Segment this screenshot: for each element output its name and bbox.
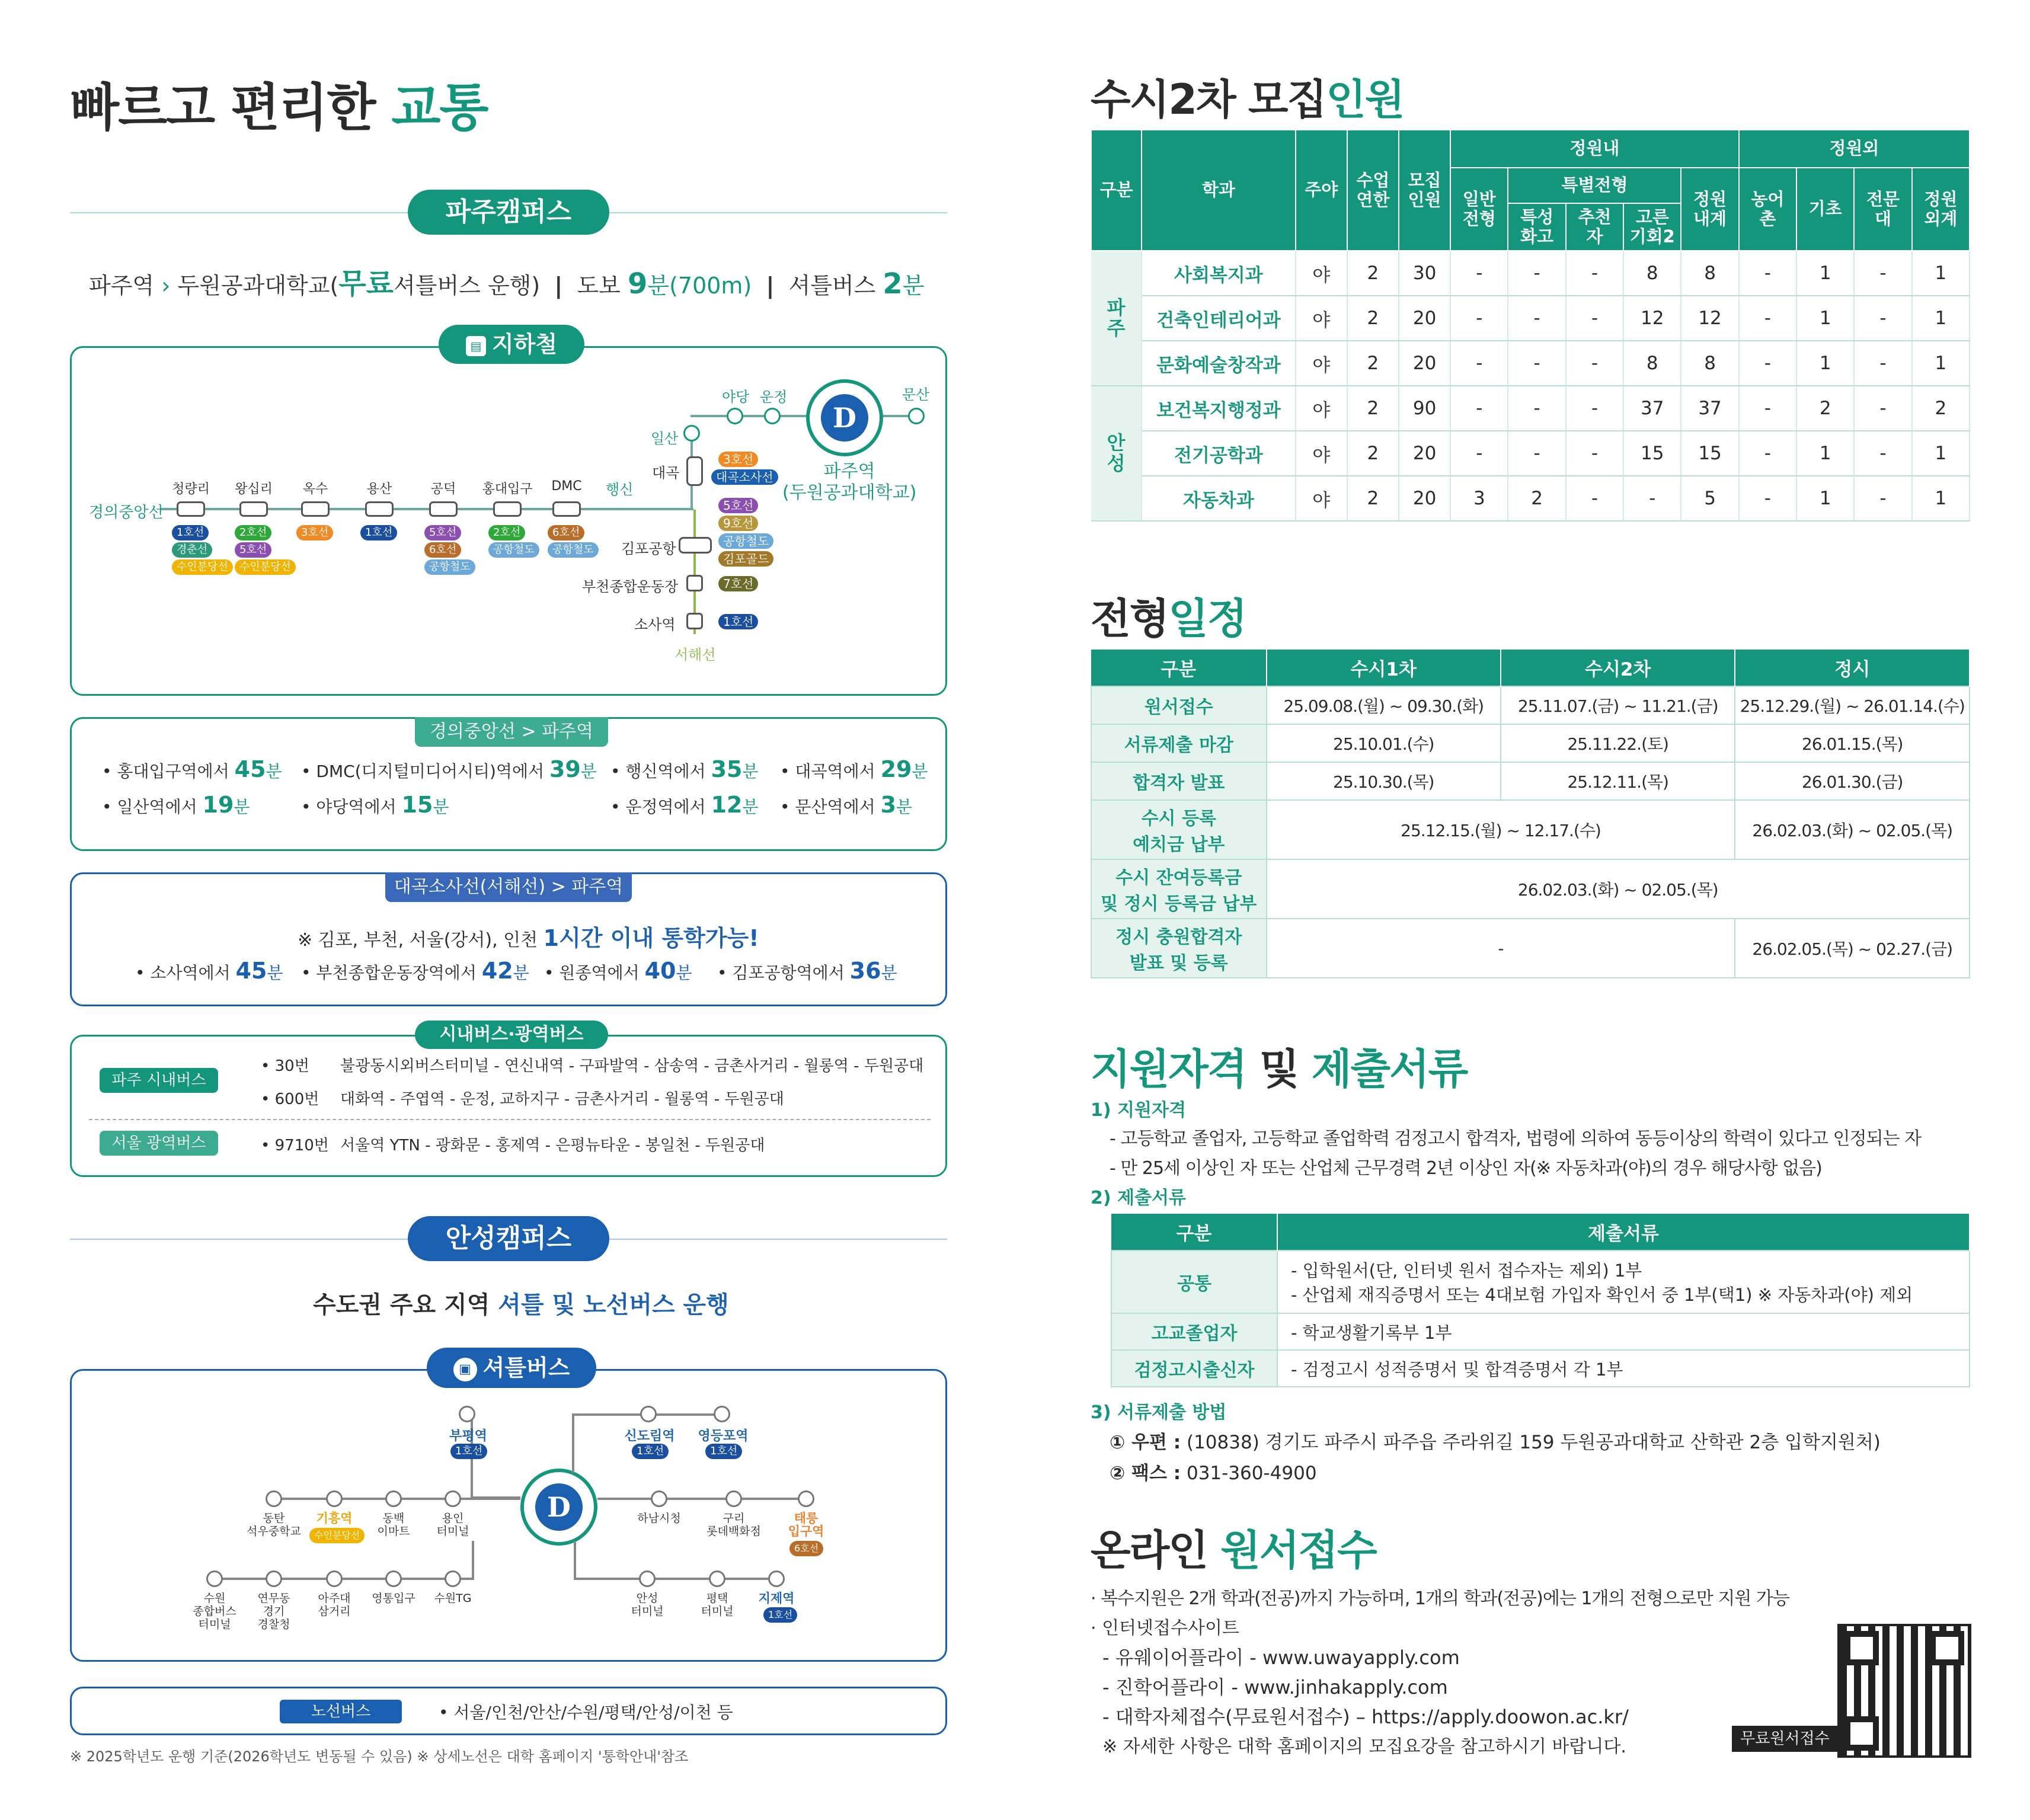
- quota-cell: -: [1450, 341, 1508, 386]
- ilsan-node: [683, 425, 700, 442]
- shuttle-stop: [639, 1570, 656, 1587]
- travel-time: • 야당역에서 15분: [301, 792, 449, 818]
- line-badge: 수인분당선: [309, 1528, 365, 1543]
- sosa-node: [686, 613, 703, 629]
- th-sch-gubun: 구분: [1091, 650, 1267, 686]
- travel-time: • 김포공항역에서 36분: [717, 958, 897, 984]
- quota-cell: -: [1854, 386, 1911, 431]
- qr-label: 무료원서접수: [1732, 1726, 1838, 1752]
- schedule-cell: 25.12.29.(월) ~ 26.01.14.(수): [1735, 686, 1970, 724]
- quota-cell: -: [1739, 386, 1796, 431]
- shuttle-stop: [651, 1490, 667, 1507]
- quota-cell: 1: [1912, 341, 1970, 386]
- doc-hs-label: 고교졸업자: [1111, 1313, 1277, 1350]
- travel-time: • 대곡역에서 29분: [780, 756, 928, 782]
- quota-cell: 1: [1912, 431, 1970, 476]
- schedule-label: 원서접수: [1091, 686, 1267, 724]
- subway-icon: ▤: [466, 336, 486, 356]
- travel-time: • 문산역에서 3분: [780, 792, 913, 818]
- bupyeong-node: [459, 1406, 475, 1422]
- bus-row: • 30번: [261, 1057, 309, 1075]
- line-badge: 9호선: [718, 516, 758, 531]
- shuttle-stop-label: 평택 터미널: [701, 1592, 734, 1618]
- shuttle-stop: [326, 1490, 343, 1507]
- subway-pill: ▤ 지하철: [439, 325, 584, 364]
- schedule-cell: 26.01.30.(금): [1735, 762, 1970, 800]
- quota-title: 수시2차 모집인원: [1091, 75, 1404, 124]
- shuttle-stop-label: 동탄 석우중학교: [247, 1512, 301, 1538]
- yadang-label: 야당: [722, 389, 750, 405]
- station-label: 용산: [366, 482, 392, 497]
- post-line: ① 우편 : (10838) 경기도 파주시 파주읍 주라위길 159 두원공과대학교 산학관 2층 입학지원처): [1110, 1432, 1881, 1453]
- quota-cell: -: [1508, 431, 1565, 476]
- quota-cell: 야: [1296, 476, 1347, 521]
- shuttle-stop: [385, 1490, 402, 1507]
- sosa-label: 소사역: [634, 616, 676, 633]
- quota-cell: 3: [1450, 476, 1508, 521]
- line-badge: 공항철도: [718, 533, 773, 549]
- station-node: [429, 501, 458, 517]
- unjeong-node: [764, 408, 781, 424]
- bus-pill: 시내버스·광역버스: [415, 1021, 608, 1049]
- online-line-1: · 복수지원은 2개 학과(전공)까지 가능하며, 1개의 학과(전공)에는 1개의 전형으로만 지원 가능: [1091, 1588, 1789, 1609]
- shuttle-stop: [385, 1570, 402, 1587]
- quota-cell: -: [1854, 476, 1911, 521]
- shuttle-stop: [768, 1570, 785, 1587]
- shuttle-stop-label: 동백 이마트: [377, 1512, 410, 1538]
- quota-cell: 20: [1399, 296, 1450, 341]
- th-doc-docs: 제출서류: [1277, 1214, 1970, 1250]
- station-node: [239, 501, 268, 517]
- quota-cell: -: [1566, 296, 1623, 341]
- bucheon-label: 부천종합운동장: [582, 578, 679, 595]
- anseong-subtitle: 수도권 주요 지역 셔틀 및 노선버스 운행: [313, 1291, 729, 1319]
- route-line: [597, 1498, 807, 1500]
- doowon-logo: D: [806, 379, 883, 456]
- line-badge: 2호선: [235, 525, 271, 540]
- station-node: [493, 501, 522, 517]
- dept-cell: 전기공학과: [1142, 431, 1296, 476]
- schedule-label: 합격자 발표: [1091, 762, 1267, 800]
- paju-station-label: 파주역 (두원공과대학교): [782, 461, 917, 503]
- bus-route: 대화역 - 주엽역 - 운정, 교하지구 - 금촌사거리 - 월롱역 - 두원공대: [340, 1090, 784, 1108]
- quota-cell: 2: [1347, 341, 1399, 386]
- dept-cell: 문화예술창작과: [1142, 341, 1296, 386]
- line-badge: 1호선: [360, 525, 397, 540]
- line-badge: 3호선: [296, 525, 333, 540]
- doc-common-value: - 입학원서(단, 인터넷 원서 접수자는 제외) 1부 - 산업체 재직증명서 또는 4대보험 가입자 확인서 중 1부(택1) ※ 자동차과(야) 제외: [1277, 1250, 1970, 1313]
- shuttle-pill: ▣ 셔틀버스: [427, 1348, 596, 1388]
- daegok-node: [686, 456, 703, 486]
- shuttle-stop-label: 하남시청: [637, 1512, 681, 1525]
- shuttle-stop-label: 구리 롯데백화점: [706, 1512, 761, 1538]
- schedule-cell: 25.10.01.(수): [1267, 724, 1501, 762]
- q1-heading: 1) 지원자격: [1091, 1100, 1186, 1121]
- shuttle-stop: [206, 1570, 223, 1587]
- quota-cell: -: [1508, 251, 1565, 296]
- th-dept: 학과: [1142, 130, 1296, 251]
- station-label: 공덕: [430, 482, 456, 497]
- quota-cell: -: [1739, 341, 1796, 386]
- campus-cell: 파 주: [1091, 251, 1142, 386]
- shuttle-stop: [326, 1570, 343, 1587]
- unjeong-label: 운정: [760, 389, 788, 405]
- th-gubun: 구분: [1091, 130, 1142, 251]
- station-node: [365, 501, 394, 517]
- quota-cell: -: [1450, 386, 1508, 431]
- th-innae: 정원 내계: [1681, 168, 1738, 251]
- munsan-label: 문산: [902, 386, 930, 403]
- quota-cell: -: [1854, 296, 1911, 341]
- qualification-title: 지원자격 및 제출서류: [1091, 1045, 1468, 1093]
- line-badge: 2호선: [488, 525, 525, 540]
- quota-cell: 2: [1347, 386, 1399, 431]
- shuttle-stop-label: 용인 터미널: [436, 1512, 469, 1538]
- q1-line-b: - 만 25세 이상인 자 또는 산업체 근무경력 2년 이상인 자(※ 자동차과(야)의 경우 해당사항 없음): [1110, 1158, 1822, 1179]
- shuttle-stop-label: 연무동 경기 경찰청: [257, 1592, 290, 1631]
- gimpo-label: 김포공항: [621, 540, 676, 557]
- line-badge: 6호선: [548, 525, 584, 540]
- shuttle-stop-label: 기흥역: [316, 1511, 353, 1525]
- shuttle-stop-label: 아주대 삼거리: [318, 1592, 351, 1618]
- q2-heading: 2) 제출서류: [1091, 1188, 1186, 1208]
- schedule-title: 전형일정: [1091, 594, 1246, 643]
- quota-cell: 30: [1399, 251, 1450, 296]
- station-label: DMC: [551, 479, 582, 494]
- bus-icon: ▣: [453, 1358, 477, 1381]
- quota-cell: 1: [1912, 476, 1970, 521]
- quota-cell: 2: [1347, 431, 1399, 476]
- gimpo-node: [679, 537, 712, 554]
- quota-cell: -: [1450, 296, 1508, 341]
- quota-cell: -: [1739, 476, 1796, 521]
- dept-cell: 자동차과: [1142, 476, 1296, 521]
- quota-cell: -: [1508, 386, 1565, 431]
- shuttle-stop: [709, 1570, 725, 1587]
- line-bus-text: • 서울/인천/안산/수원/평택/안성/이천 등: [439, 1703, 733, 1722]
- th-jeonmun: 전문 대: [1854, 168, 1911, 251]
- line-badge: 3호선: [718, 452, 758, 467]
- shuttle-stop-label: 지제역: [758, 1591, 795, 1605]
- line-badge: 7호선: [718, 576, 758, 591]
- quota-cell: -: [1566, 251, 1623, 296]
- quota-cell: 2: [1912, 386, 1970, 431]
- quota-cell: 37: [1681, 386, 1738, 431]
- route-line: [572, 1413, 574, 1473]
- schedule-cell: 25.10.30.(목): [1267, 762, 1501, 800]
- line-badge: 경춘선: [172, 542, 212, 558]
- quota-cell: -: [1450, 431, 1508, 476]
- shuttle-stop: [445, 1570, 461, 1587]
- shuttle-stop: [266, 1570, 282, 1587]
- travel-time: • 원종역에서 40분: [544, 958, 692, 984]
- quota-cell: 1: [1796, 431, 1854, 476]
- shuttle-stop-label: 수원TG: [434, 1592, 472, 1605]
- quota-cell: 20: [1399, 431, 1450, 476]
- station-label: 옥수: [302, 482, 328, 497]
- anseong-campus-pill: 안성캠퍼스: [408, 1216, 609, 1261]
- route-line: [574, 1541, 576, 1580]
- quota-cell: 12: [1681, 296, 1738, 341]
- bus-route: 서울역 YTN - 광화문 - 홍제역 - 은평뉴타운 - 봉일천 - 두원공대: [340, 1137, 765, 1154]
- schedule-cell: 25.11.07.(금) ~ 11.21.(금): [1501, 686, 1735, 724]
- quota-cell: -: [1854, 341, 1911, 386]
- th-years: 수업 연한: [1347, 130, 1399, 251]
- bus-route: 불광동시외버스터미널 - 연신내역 - 구파발역 - 삼송역 - 금촌사거리 - 월롱역 - 두원공대: [340, 1057, 924, 1075]
- gyeongui-pill: 경의중앙선 > 파주역: [415, 717, 608, 747]
- bucheon-node: [686, 575, 703, 591]
- line-badge: 공항철도: [488, 542, 539, 558]
- quota-cell: 1: [1796, 341, 1854, 386]
- ilsan-label: 일산: [651, 430, 679, 447]
- daegoksosa-pill: 대곡소사선(서해선) > 파주역: [385, 872, 632, 902]
- sch-add-value: -: [1267, 919, 1735, 978]
- th-gicho: 기초: [1796, 168, 1854, 251]
- th-in: 정원내: [1450, 130, 1739, 168]
- quota-cell: 야: [1296, 341, 1347, 386]
- dept-cell: 건축인테리어과: [1142, 296, 1296, 341]
- station-node: [301, 501, 330, 517]
- quota-cell: 12: [1623, 296, 1681, 341]
- line-badge: 1호선: [763, 1607, 797, 1623]
- schedule-table: [1091, 650, 1970, 978]
- yeongdeungpo-node: [714, 1406, 730, 1422]
- quota-cell: -: [1739, 251, 1796, 296]
- quota-cell: -: [1739, 296, 1796, 341]
- th-recruit: 모집 인원: [1399, 130, 1450, 251]
- travel-time: • 부천종합운동장역에서 42분: [301, 958, 529, 984]
- station-label: 홍대입구: [482, 482, 533, 497]
- quota-cell: 1: [1796, 296, 1854, 341]
- quota-cell: 2: [1347, 476, 1399, 521]
- quota-cell: 2: [1508, 476, 1565, 521]
- route-line: [574, 1578, 775, 1580]
- quota-cell: 2: [1347, 296, 1399, 341]
- station-node: [552, 501, 581, 517]
- route-line: [213, 1578, 474, 1580]
- route-line: [472, 1541, 474, 1580]
- shuttle-stop: [798, 1490, 814, 1507]
- dept-cell: 보건복지행정과: [1142, 386, 1296, 431]
- quota-cell: 야: [1296, 251, 1347, 296]
- line-bus-pill: 노선버스: [280, 1700, 402, 1723]
- line-badge: 1호선: [705, 1444, 742, 1459]
- station-label: 왕십리: [235, 482, 273, 497]
- quota-cell: 2: [1796, 386, 1854, 431]
- quota-cell: 2: [1347, 251, 1399, 296]
- daegok-label: 대곡: [652, 465, 680, 481]
- line-badge: 수인분당선: [172, 559, 233, 575]
- line-badge: 대곡소사선: [711, 469, 778, 485]
- yadang-node: [727, 408, 743, 424]
- campus-cell: 안 성: [1091, 386, 1142, 521]
- line-badge: 6호선: [424, 542, 461, 558]
- th-goryeo: 고른 기회2: [1623, 203, 1681, 251]
- paju-campus-pill: 파주캠퍼스: [408, 190, 609, 235]
- bus-row: • 9710번: [261, 1137, 329, 1154]
- sindorim-label: 신도림역: [624, 1429, 675, 1444]
- shuttle-stop-label: 태릉 입구역: [788, 1511, 824, 1538]
- quota-cell: 20: [1399, 341, 1450, 386]
- schedule-cell: 25.11.22.(토): [1501, 724, 1735, 762]
- sch-rem-label: 수시 잔여등록금 및 정시 등록금 납부: [1091, 859, 1267, 919]
- th-sch-2: 수시2차: [1501, 650, 1735, 686]
- quota-cell: 15: [1681, 431, 1738, 476]
- station-node: [177, 501, 205, 517]
- doc-hs-value: - 학교생활기록부 1부: [1277, 1313, 1970, 1350]
- travel-time: • DMC(디지털미디어시티)역에서 39분: [301, 756, 597, 782]
- shuttle-stop-label: 영통입구: [372, 1592, 415, 1605]
- th-doc-gubun: 구분: [1111, 1214, 1277, 1250]
- quota-cell: -: [1566, 386, 1623, 431]
- th-special: 특별전형: [1508, 168, 1681, 203]
- qr-code[interactable]: [1837, 1624, 1971, 1758]
- paju-route: 파주역 › 두원공과대학교(무료셔틀버스 운행) | 도보 9분(700m) | 셔틀버스 2분: [89, 267, 925, 300]
- quota-cell: -: [1566, 341, 1623, 386]
- quota-cell: 야: [1296, 431, 1347, 476]
- online-title: 온라인 원서접수: [1091, 1526, 1376, 1575]
- quota-cell: -: [1566, 476, 1623, 521]
- line-badge: 1호선: [450, 1444, 487, 1459]
- line-badge: 공항철도: [548, 542, 599, 558]
- travel-time: • 소사역에서 45분: [135, 958, 283, 984]
- quota-cell: 20: [1399, 476, 1450, 521]
- quota-cell: -: [1508, 296, 1565, 341]
- quota-cell: -: [1450, 251, 1508, 296]
- quota-cell: 1: [1796, 476, 1854, 521]
- dept-cell: 사회복지과: [1142, 251, 1296, 296]
- sch-reg-label: 수시 등록 예치금 납부: [1091, 800, 1267, 859]
- line-badge: 6호선: [789, 1541, 823, 1556]
- station-label: 청량리: [172, 482, 210, 497]
- travel-time: • 행신역에서 35분: [610, 756, 759, 782]
- online-line-2: · 인터넷접수사이트: [1091, 1618, 1239, 1639]
- quota-cell: -: [1623, 476, 1681, 521]
- schedule-cell: 25.09.08.(월) ~ 09.30.(화): [1267, 686, 1501, 724]
- sch-reg-jeongsi: 26.02.03.(화) ~ 02.05.(목): [1735, 800, 1970, 859]
- th-sch-1: 수시1차: [1267, 650, 1501, 686]
- th-juya: 주야: [1296, 130, 1347, 251]
- gyeongui-label: 경의중앙선: [89, 504, 164, 522]
- th-chu: 추천 자: [1566, 203, 1623, 251]
- travel-time: • 운정역에서 12분: [610, 792, 759, 818]
- footnote: ※ 2025학년도 운행 기준(2026학년도 변동될 수 있음) ※ 상세노선은 대학 홈페이지 '통학안내'참조: [70, 1748, 689, 1765]
- sch-rem-value: 26.02.03.(화) ~ 02.05.(목): [1267, 859, 1970, 919]
- jinhak-link[interactable]: - 진학어플라이 - www.jinhakapply.com: [1102, 1676, 1448, 1699]
- travel-time: • 일산역에서 19분: [102, 792, 250, 818]
- shuttle-stop: [725, 1490, 742, 1507]
- line-badge: 1호선: [632, 1444, 669, 1459]
- quota-cell: 1: [1912, 251, 1970, 296]
- line-badge: 5호선: [235, 542, 271, 558]
- bus-row: • 600번: [261, 1090, 319, 1108]
- transport-title: 빠르고 편리한 교통: [70, 78, 488, 137]
- shuttle-stop: [266, 1490, 282, 1507]
- quota-cell: 8: [1623, 341, 1681, 386]
- line-badge: 1호선: [718, 614, 758, 629]
- quota-cell: -: [1508, 341, 1565, 386]
- quota-cell: 90: [1399, 386, 1450, 431]
- line-badge: 5호선: [424, 525, 461, 540]
- quota-cell: -: [1854, 431, 1911, 476]
- quota-cell: 37: [1623, 386, 1681, 431]
- sch-reg-value: 25.12.15.(월) ~ 12.17.(수): [1267, 800, 1735, 859]
- doowon-logo-anseong: D: [520, 1469, 597, 1546]
- sch-add-jeongsi: 26.02.05.(목) ~ 02.27.(금): [1735, 919, 1970, 978]
- uway-link[interactable]: - 유웨이어플라이 - www.uwayapply.com: [1102, 1646, 1460, 1669]
- bupyeong-label: 부평역: [449, 1429, 487, 1444]
- daegoksosa-note: ※ 김포, 부천, 서울(강서), 인천 1시간 이내 통학가능!: [298, 925, 759, 951]
- doc-ged-label: 검정고시출신자: [1111, 1350, 1277, 1387]
- th-out: 정원외: [1739, 130, 1970, 168]
- quota-cell: 5: [1681, 476, 1738, 521]
- th-nong: 농어 촌: [1739, 168, 1796, 251]
- sch-add-label: 정시 충원합격자 발표 및 등록: [1091, 919, 1267, 978]
- shuttle-stop: [445, 1490, 461, 1507]
- th-oegye: 정원 외계: [1912, 168, 1970, 251]
- yeongdeungpo-label: 영등포역: [698, 1429, 749, 1444]
- online-note: ※ 자세한 사항은 대학 홈페이지의 모집요강을 참고하시기 바랍니다.: [1102, 1736, 1626, 1757]
- doc-ged-value: - 검정고시 성적증명서 및 합격증명서 각 1부: [1277, 1350, 1970, 1387]
- schedule-label: 서류제출 마감: [1091, 724, 1267, 762]
- th-tsg: 특성 화고: [1508, 203, 1565, 251]
- line-badge: 1호선: [172, 525, 209, 540]
- th-sch-3: 정시: [1735, 650, 1970, 686]
- line-badge: 김포골드: [718, 551, 773, 567]
- line-badge: 수인분당선: [235, 559, 296, 575]
- quota-cell: 15: [1623, 431, 1681, 476]
- line-badge: 5호선: [718, 498, 758, 513]
- quota-cell: 8: [1681, 251, 1738, 296]
- sindorim-node: [640, 1406, 657, 1422]
- schedule-cell: 25.12.11.(목): [1501, 762, 1735, 800]
- quota-cell: 1: [1796, 251, 1854, 296]
- quota-cell: -: [1854, 251, 1911, 296]
- fax-line: ② 팩스 : 031-360-4900: [1110, 1463, 1317, 1484]
- munsan-node: [908, 408, 925, 424]
- haengsin-label: 행신: [606, 481, 634, 498]
- schedule-cell: 26.01.15.(목): [1735, 724, 1970, 762]
- seoul-bus-pill: 서울 광역버스: [100, 1131, 218, 1156]
- quota-cell: -: [1566, 431, 1623, 476]
- shuttle-stop-label: 안성 터미널: [631, 1592, 664, 1618]
- seohae-label: 서해선: [674, 647, 716, 663]
- q1-line-a: - 고등학교 졸업자, 고등학교 졸업학력 검정고시 합격자, 법령에 의하여 동등이상의 학력이 있다고 인정되는 자: [1110, 1128, 1921, 1149]
- quota-cell: 8: [1623, 251, 1681, 296]
- q3-heading: 3) 서류제출 방법: [1091, 1402, 1227, 1423]
- quota-cell: 8: [1681, 341, 1738, 386]
- documents-table: [1111, 1214, 1970, 1387]
- quota-cell: 야: [1296, 296, 1347, 341]
- th-general: 일반 전형: [1450, 168, 1508, 251]
- doowon-apply-link[interactable]: - 대학자체접수(무료원서접수) – https://apply.doowon.ac.kr/: [1102, 1706, 1629, 1728]
- bus-divider: [89, 1119, 931, 1120]
- doc-common-label: 공통: [1111, 1250, 1277, 1313]
- quota-cell: 1: [1912, 296, 1970, 341]
- quota-table: [1091, 129, 1970, 522]
- shuttle-stop-label: 수원 종합버스 터미널: [193, 1592, 236, 1631]
- line-badge: 공항철도: [424, 559, 475, 575]
- quota-cell: 야: [1296, 386, 1347, 431]
- travel-time: • 홍대입구역에서 45분: [102, 756, 282, 782]
- quota-cell: -: [1739, 431, 1796, 476]
- paju-bus-pill: 파주 시내버스: [100, 1068, 218, 1093]
